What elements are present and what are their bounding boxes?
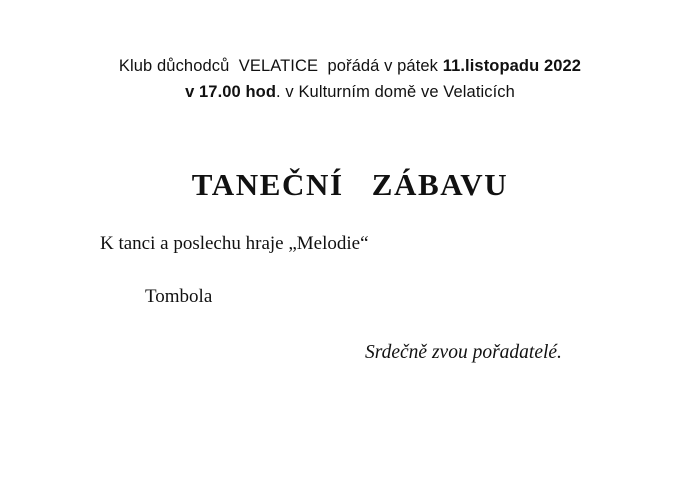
- header-line-2-venue: . v Kulturním domě ve Velaticích: [276, 82, 515, 101]
- poster-body: [0, 233, 700, 364]
- header-line-2-time: v 17.00 hod: [185, 82, 277, 101]
- event-header: [0, 0, 700, 105]
- closing-line: Srdečně zvou pořadatelé.: [365, 342, 562, 364]
- header-line-1-text: Klub důchodců VELATICE pořádá v pátek: [118, 57, 443, 75]
- tombola-line: Tombola: [145, 286, 213, 308]
- music-line: K tanci a poslechu hraje „Melodie“: [100, 233, 369, 255]
- header-line-2: [0, 80, 700, 106]
- page-title: TANEČNÍ ZÁBAVU: [191, 167, 509, 203]
- header-line-1-date: 11.listopadu 2022: [442, 57, 582, 75]
- header-line-1: [0, 54, 700, 80]
